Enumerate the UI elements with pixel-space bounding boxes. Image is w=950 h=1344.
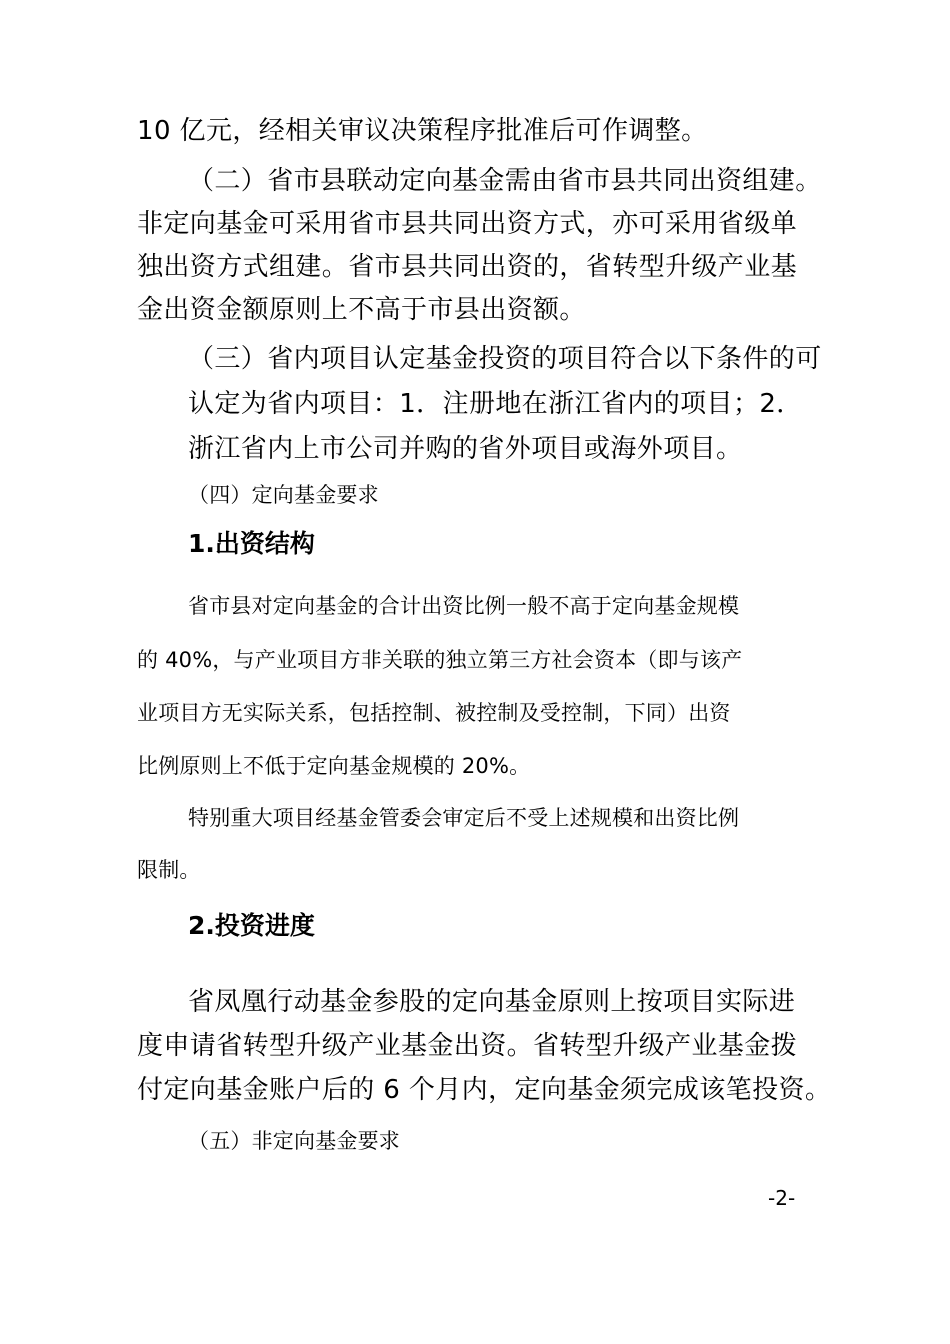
body-line: 金出资金额原则上不高于市县出资额。 [137, 295, 586, 325]
body-line: 限制。 [137, 858, 201, 882]
body-line: 浙江省内上市公司并购的省外项目或海外项目。 [188, 434, 743, 464]
subsection-heading: 1.出资结构 [188, 529, 315, 558]
subsection-heading: 2.投资进度 [188, 911, 315, 940]
body-line: 省凤凰行动基金参股的定向基金原则上按项目实际进 [188, 987, 796, 1017]
body-line: 度申请省转型升级产业基金出资。省转型升级产业基金拨 [137, 1031, 798, 1061]
body-line: 认定为省内项目：1．注册地在浙江省内的项目；2． [188, 389, 803, 419]
body-line: 10 亿元，经相关审议决策程序批准后可作调整。 [137, 116, 708, 146]
body-line: 非定向基金可采用省市县共同出资方式，亦可采用省级单 [137, 209, 798, 239]
body-line: 的 40%，与产业项目方非关联的独立第三方社会资本（即与该产 [137, 648, 743, 672]
section-heading: （二）省市县联动定向基金需由省市县共同出资组建。 [188, 166, 822, 196]
body-line: 付定向基金账户后的 6 个月内，定向基金须完成该笔投资。 [137, 1075, 832, 1105]
section-heading: （三）省内项目认定基金投资的项目符合以下条件的可 [188, 344, 822, 374]
body-line: 特别重大项目经基金管委会审定后不受上述规模和出资比例 [188, 806, 740, 830]
section-heading: （五）非定向基金要求 [188, 1129, 400, 1153]
body-line: 省市县对定向基金的合计出资比例一般不高于定向基金规模 [188, 594, 740, 618]
body-line: 独出资方式组建。省市县共同出资的，省转型升级产业基 [137, 252, 798, 282]
page-number: -2- [768, 1186, 796, 1210]
section-heading: （四）定向基金要求 [188, 483, 379, 507]
body-line: 业项目方无实际关系，包括控制、被控制及受控制，下同）出资 [137, 701, 731, 725]
body-line: 比例原则上不低于定向基金规模的 20%。 [137, 754, 531, 778]
